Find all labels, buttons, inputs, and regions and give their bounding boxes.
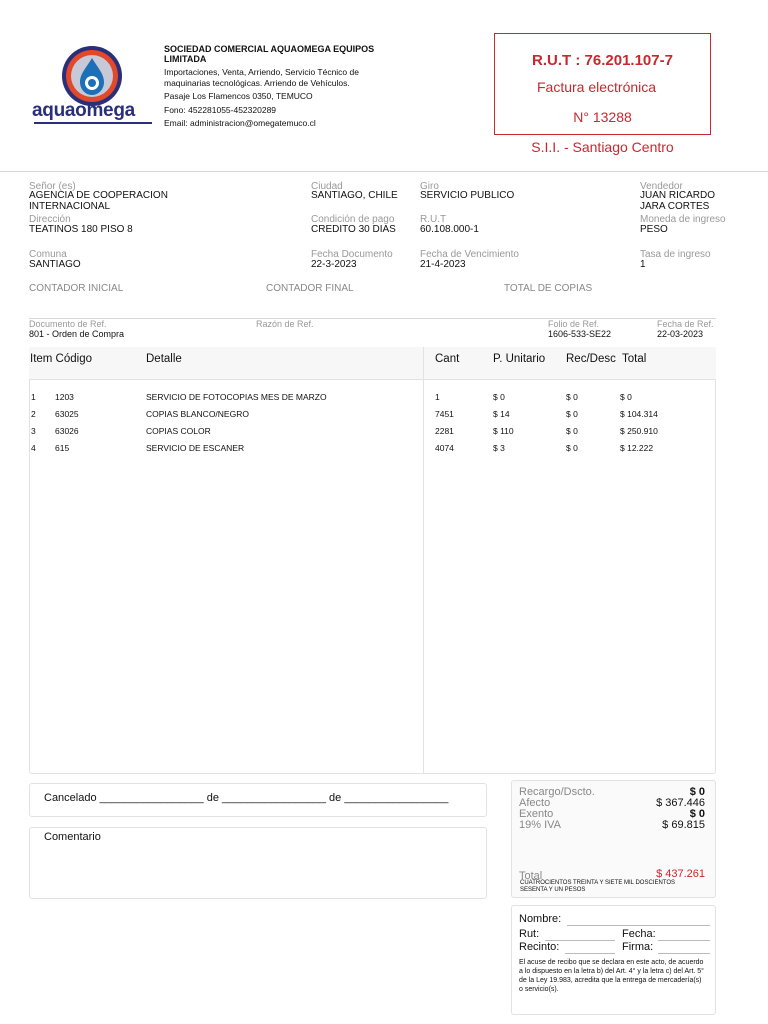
iva-value: $ 69.815 [662,819,705,831]
fecha-venc-value: 21-4-2023 [420,259,466,270]
total-copias: TOTAL DE COPIAS [504,283,593,294]
th-recdesc: Rec/Desc [566,353,616,365]
condicion-value: CREDITO 30 DIAS [311,224,396,235]
row-codigo: 615 [55,443,70,453]
rut-label: R.U.T [420,214,447,225]
receipt-fecha-label: Fecha: [622,928,656,940]
row-item: 2 [31,409,36,419]
fecha-doc-value: 22-3-2023 [311,259,357,270]
row-unitario: $ 3 [493,443,505,453]
tasa-value: 1 [640,259,646,270]
company-phone: Fono: 452281055-452320289 [164,104,277,115]
fecha-doc-label: Fecha Documento [311,249,393,260]
senor-value-1: AGENCIA DE COOPERACION [29,190,168,201]
ref-fecha-value: 22-03-2023 [657,329,704,339]
row-total: $ 0 [620,392,632,402]
row-unitario: $ 110 [493,426,514,436]
exento-value: $ 0 [689,808,705,820]
row-codigo: 1203 [55,392,74,402]
cancelado-box [29,783,487,817]
direccion-label: Dirección [29,214,71,225]
comentario-box [29,827,487,899]
row-detalle: SERVICIO DE ESCANER [146,443,245,453]
vendedor-value-2: JARA CORTES [640,201,710,212]
row-recdesc: $ 0 [566,426,578,436]
afecto-value: $ 367.446 [656,797,705,809]
iva-label: 19% IVA [519,819,561,831]
company-name: SOCIEDAD COMERCIAL AQUAOMEGA EQUIPOS LIMITADA [164,44,375,64]
receipt-box [511,905,716,1015]
document-type: Factura electrónica [537,79,657,95]
logo-underline [34,122,152,124]
ref-doc-label: Documento de Ref. [29,319,107,329]
row-total: $ 250.910 [620,426,658,436]
ref-folio-label: Folio de Ref. [548,319,600,329]
comuna-value: SANTIAGO [29,259,81,270]
row-cant: 1 [435,392,440,402]
row-cant: 4074 [435,443,454,453]
logo-wordmark: aquaomega [32,100,135,121]
ciudad-label: Ciudad [311,181,343,192]
company-info [164,44,394,132]
ref-fecha-label: Fecha de Ref. [657,319,714,329]
th-detalle: Detalle [146,353,182,365]
total-value: $ 437.261 [656,868,705,880]
comuna-label: Comuna [29,249,67,260]
giro-label: Giro [420,181,439,192]
recargo-value: $ 0 [689,786,705,798]
document-id-box [494,33,711,135]
direccion-value: TEATINOS 180 PISO 8 [29,224,133,235]
comentario-label: Comentario [44,831,101,843]
row-recdesc: $ 0 [566,443,578,453]
receipt-firma-label: Firma: [622,941,654,953]
totals-box [511,780,716,898]
row-cant: 2281 [435,426,454,436]
company-address: Pasaje Los Flamencos 0350, TEMUCO [164,91,313,101]
th-unitario: P. Unitario [493,353,546,365]
giro-value: SERVICIO PUBLICO [420,190,515,201]
total-in-words: CUATROCIENTOS TREINTA Y SIETE MIL DOSCIENTOS SESENTA Y UN PESOS [520,880,676,893]
ref-razon-label: Razón de Ref. [256,319,314,329]
row-item: 4 [31,443,36,453]
row-detalle: SERVICIO DE FOTOCOPIAS MES DE MARZO [146,392,327,402]
receipt-legal-text: El acuse de recibo que se declara en este acto, de acuerdo a lo dispuesto en la letra b) del Art. 4° y la letra c) del Art. 5° de la Ley 19.983, acredita que la entrega de mercadería(s) o servicio(s). [519,959,704,993]
contador-inicial: CONTADOR INICIAL [29,283,124,294]
row-total: $ 104.314 [620,409,658,419]
vendedor-label: Vendedor [640,181,683,192]
fecha-venc-label: Fecha de Vencimiento [420,249,519,260]
rut-value: 60.108.000-1 [420,224,479,235]
items-table [29,347,716,774]
tasa-label: Tasa de ingreso [640,249,711,260]
receipt-nombre-line[interactable] [567,925,710,926]
row-unitario: $ 14 [493,409,510,419]
row-detalle: COPIAS BLANCO/NEGRO [146,409,249,419]
moneda-label: Moneda de ingreso [640,214,726,225]
th-cant: Cant [435,353,460,365]
row-codigo: 63025 [55,409,79,419]
cancelado-text: Cancelado _________________ de _________________ de _________________ [44,792,449,804]
moneda-value: PESO [640,224,668,235]
company-logo [28,38,158,130]
exento-label: Exento [519,808,554,820]
row-item: 1 [31,392,36,402]
receipt-rut-label: Rut: [519,928,540,940]
header-divider [0,171,768,172]
reference-divider [29,318,716,319]
condicion-label: Condición de pago [311,214,395,225]
th-total: Total [622,353,647,365]
row-item: 3 [31,426,36,436]
receipt-firma-line[interactable] [658,953,710,954]
receipt-nombre-label: Nombre: [519,913,562,925]
row-unitario: $ 0 [493,392,505,402]
contador-final: CONTADOR FINAL [266,283,354,294]
ref-doc-value: 801 - Orden de Compra [29,329,125,339]
row-recdesc: $ 0 [566,392,578,402]
sii-office: S.I.I. - Santiago Centro [531,139,674,155]
row-recdesc: $ 0 [566,409,578,419]
recargo-label: Recargo/Dscto. [519,786,595,798]
receipt-fecha-line[interactable] [658,940,710,941]
th-item-codigo: Item Código [30,353,93,365]
row-cant: 7451 [435,409,454,419]
senor-label: Señor (es) [29,181,76,192]
table-column-divider [423,347,424,774]
senor-value-2: INTERNACIONAL [29,201,111,212]
afecto-label: Afecto [519,797,551,809]
row-detalle: COPIAS COLOR [146,426,211,436]
ref-folio-value: 1606-533-SE22 [548,329,612,339]
issuer-rut: R.U.T : 76.201.107-7 [532,52,673,69]
ciudad-value: SANTIAGO, CHILE [311,190,398,201]
vendedor-value-1: JUAN RICARDO [640,190,716,201]
company-description: Importaciones, Venta, Arriendo, Servicio Técnico de maquinarias tecnológicas. Arriendo de Vehículos. [164,67,359,88]
row-total: $ 12.222 [620,443,654,453]
total-label: Total [519,870,543,882]
receipt-recinto-label: Recinto: [519,941,560,953]
document-number: N° 13288 [573,109,632,125]
receipt-recinto-line[interactable] [565,953,615,954]
company-email: Email: administracion@omegatemuco.cl [164,118,316,128]
row-codigo: 63026 [55,426,79,436]
